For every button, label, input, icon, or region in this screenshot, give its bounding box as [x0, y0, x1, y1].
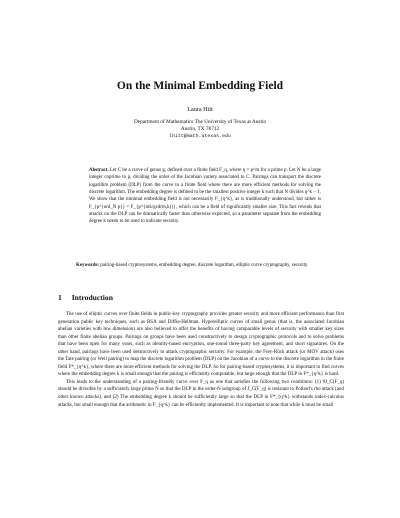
paragraph: The use of elliptic curves over finite fields in public-key cryptography provides greater security and more efficient performance than first generation public key techniques, such as RSA and Diffie-Hellman. Hyperelliptic curves of small genus (that is, the associated Jacobian abelian varieties with low dimension) are also believed to offer the benefits of having comparable levels of security with smaller key sizes than other finite abelian groups. Pairings on groups have been used constructively to design cryptographic protocols and to solve problems that have been open for many years, such as identity-based encryption, one-round three-party key agreement, and short signatures. On the other hand, pairings have been used destructively to attack cryptographic security. For example, the Frey-Rück attack (or MOV attack) uses the Tate pairing (or Weil pairing) to map the discrete logarithm problem (DLP) on the Jacobian of a curve to the discrete logarithm in the finite field F*_{q^k}, where there are more efficient methods for solving the DLP. So for pairing-based cryptosystems, it is important to find curves where the embedding degree k is small enough that the pairing is efficiently computable, but large enough that the DLP in F*_{q^k} is hard.	[58, 312, 344, 378]
abstract-text: Let C be a curve of genus g, defined over a finite field F_q, where q = p^m for a prime p. Let N be a large integer coprime to p, dividing the order of the Jacobian variety associated to C. Pairings can transport the discrete logarithm problem (DLP) from the curve to a finite field where there are more efficient methods for solving the discrete logarithm. The embedding degree is defined to be the smallest positive integer k such that N divides q^k − 1. We show that the minimal embedding field is not necessarily F_{q^k}, as is traditionally understood, but rather is F_{p^{ord_N p}} = F_{p^{mk/gcd(m,k)}}, which can be a field of significantly smaller size. This fact reveals that attacks on the DLP can be dramatically faster than otherwise expected, so a parameter separate from the embedding degree k needs to be used to indicate security.	[89, 168, 321, 225]
abstract	[89, 167, 321, 226]
author-affiliation	[0, 119, 400, 141]
introduction-body	[58, 311, 344, 409]
abstract-label: Abstract.	[89, 168, 109, 173]
keywords-text: pairing-based cryptosystems, embedding degree, discrete logarithm, elliptic curve cryptography, security.	[100, 263, 309, 268]
section-heading	[58, 293, 113, 302]
author-name: Laura Hitt	[187, 106, 213, 113]
keywords	[76, 262, 328, 269]
section-title: Introduction	[71, 293, 113, 302]
affiliation-city: Austin, TX 78712	[180, 126, 220, 133]
paper-title: On the Minimal Embedding Field	[116, 80, 284, 92]
paragraph: This leads to the understanding of a pairing-friendly curve over F_q as one that satisfies the following two conditions: (1) #J_C(F_q) should be divisible by a sufficiently large prime N so that the DLP in the order-N subgroup of J_C(F_q) is resistant to Pollard's rho attack (and other known attacks), and (2) The embedding degree k should be sufficiently large so that the DLP in F*_{q^k} withstands index-calculus attacks, but small enough that the arithmetic in F_{q^k} can be efficiently implemented. It is important to note that while k must be small	[58, 379, 344, 408]
affiliation-department: Department of Mathematics The University of Texas at Austin	[133, 119, 267, 125]
section-number: 1	[58, 293, 62, 302]
author-email: lhitt@math.utexas.edu	[169, 134, 231, 140]
keywords-label: Keywords:	[76, 263, 100, 268]
